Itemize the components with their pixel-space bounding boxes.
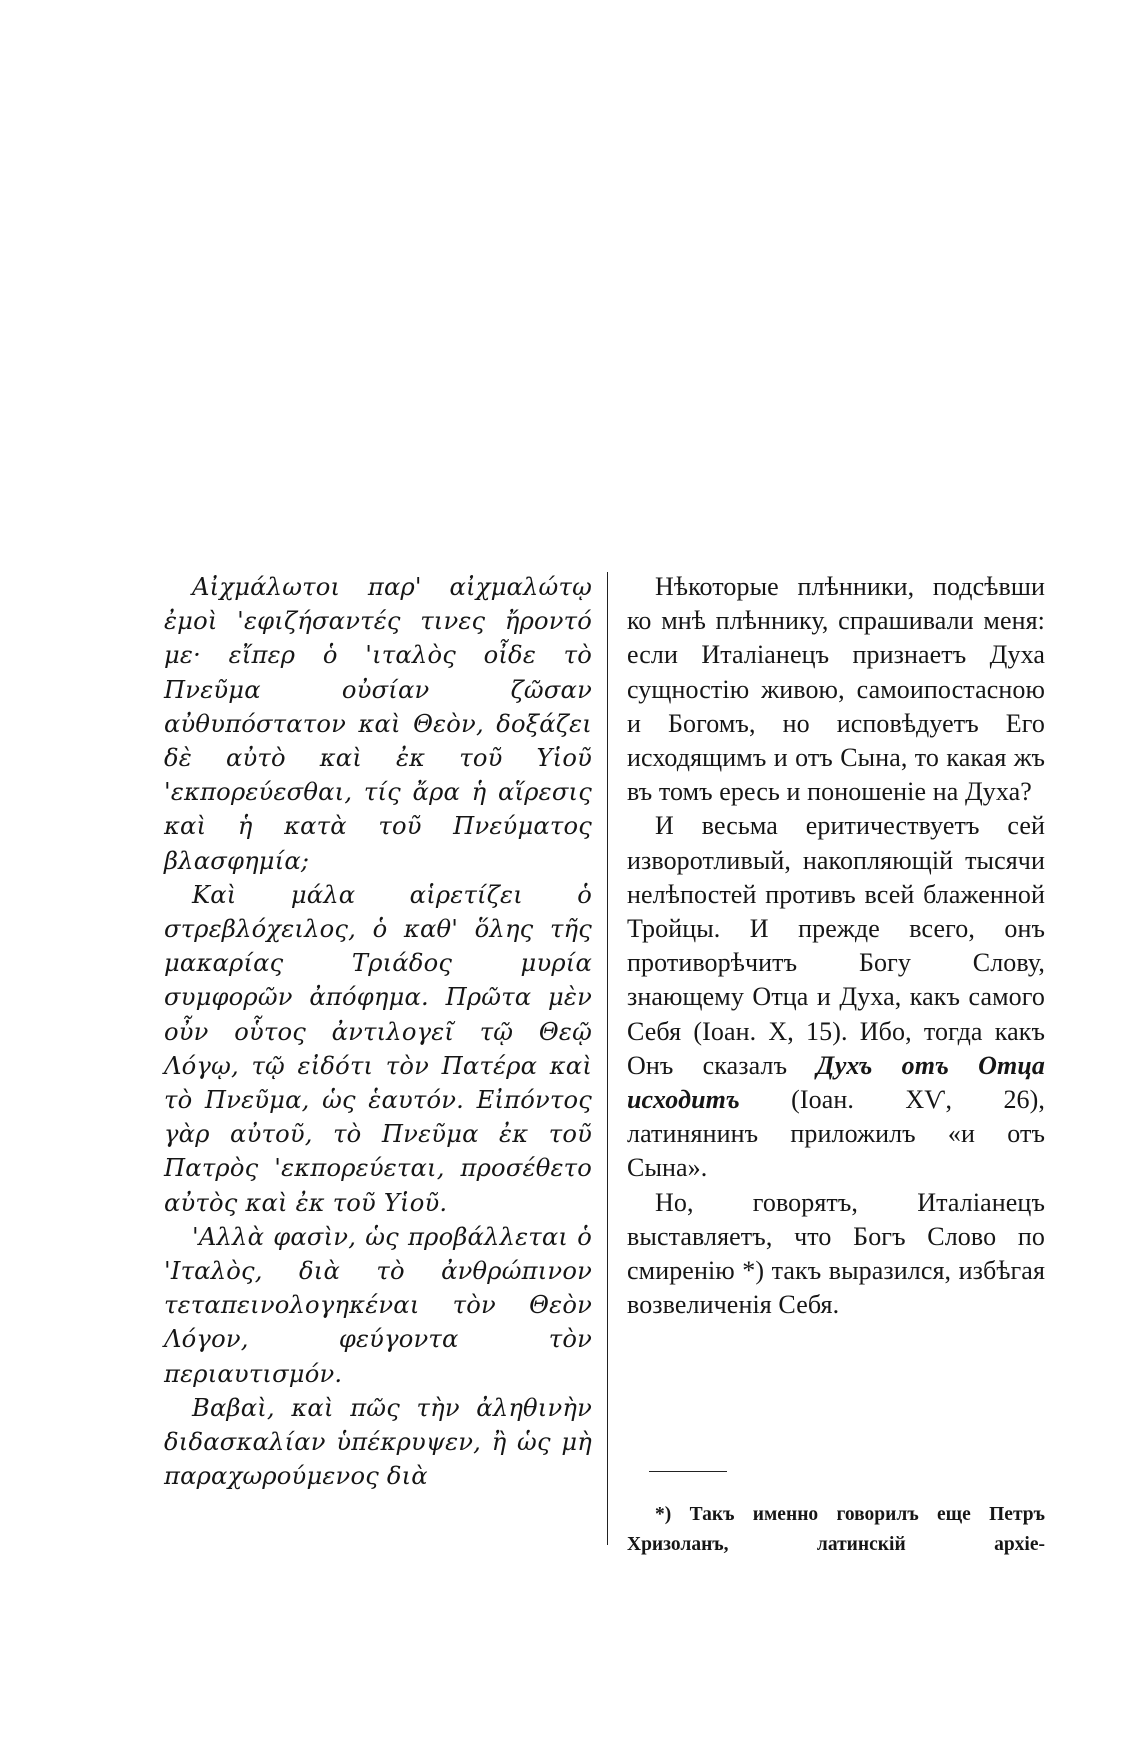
greek-paragraph-3: 'Αλλὰ φασὶν, ὡς προβάλλεται ὁ 'Ιταλὸς, διὰ τὸ ἀνθρώπινον τεταπεινολογηκέναι τὸν Θεὸν Λόγον, φεύγοντα τὸν περιαυτισμόν. xyxy=(164,1222,592,1388)
scripture-ref-number: XѴ, xyxy=(905,1085,953,1115)
footnote-mark: *) xyxy=(742,1256,765,1286)
footnote-rule xyxy=(649,1471,727,1472)
greek-paragraph-4: Βαβαὶ, καὶ πῶς τὴν ἀληθινὴν διδασκαλίαν ὑπέκρυψεν, ἢ ὡς μὴ παραχωρούμενος διὰ xyxy=(164,1393,592,1491)
russian-paragraph-2-tail: 26), латинянинъ приложилъ «и отъ Сына». xyxy=(627,1085,1045,1183)
scripture-quote: Духъ отъ Отца исходитъ xyxy=(627,1050,1045,1115)
scripture-ref-prefix: (Іоан. xyxy=(791,1085,854,1115)
column-divider xyxy=(607,572,608,1545)
greek-paragraph-2: Καὶ μάλα αἱρετίζει ὁ στρεβλόχειλος, ὁ καθ' ὅλης τῆς μακαρίας Τριάδος μυρία συμφορῶν ἀπόφημα. Πρῶτα μὲν οὖν οὗτος ἀντιλογεῖ τῷ Θεῷ Λόγῳ, τῷ εἰδότι τὸν Πατέρα καὶ τὸ Πνεῦμα, ὡς ἑαυτόν. Εἰπόντος γὰρ αὐτοῦ, τὸ Πνεῦμα ἐκ τοῦ Πατρὸς 'εκπορεύεται, προσέθετο αὐτὸς καὶ ἐκ τοῦ Υἱοῦ. xyxy=(164,880,592,1217)
russian-paragraph-2 xyxy=(627,809,1045,1185)
russian-text-column xyxy=(627,570,1045,1322)
russian-paragraph-3-text: Но, говорятъ, Италіанецъ выставляетъ, что Богъ Слово по смиренію xyxy=(627,1187,1045,1286)
russian-paragraph-3 xyxy=(627,1186,1045,1323)
russian-paragraph-3-tail: такъ выразился, избѣгая возвеличенія Себя. xyxy=(627,1256,1045,1320)
russian-paragraph-1: Нѣкоторые плѣнники, подсѣвши ко мнѣ плѣннику, спрашивали меня: если Италіанецъ признаетъ Духа сущностію живою, самоипостасною и Богомъ, но исповѣдуетъ Его исходящимъ и отъ Сына, то какая жъ въ томъ ересь и поношеніе на Духа? xyxy=(627,572,1045,807)
russian-paragraph-2-text: И весьма еритичествуетъ сей изворотливый, накопляющій тысячи нелѣпостей противъ всей блаженной Тройцы. И прежде всего, онъ противорѣчитъ Богу Слову, знающему Отца и Духа, какъ самого Себя (Іоан. X, 15). Ибо, тогда какъ Онъ сказалъ xyxy=(627,811,1045,1080)
footnote: *) Такъ именно говорилъ еще Петръ Хризоланъ, латинскій архіе- xyxy=(627,1503,1045,1555)
greek-paragraph-1: Αἰχμάλωτοι παρ' αἰχμαλώτῳ ἐμοὶ 'εφιζήσαντές τινες ἤροντό με· εἴπερ ὁ 'ιταλὸς οἶδε τὸ Πνεῦμα οὐσίαν ζῶσαν αὐθυπόστατον καὶ Θεὸν, δοξάζει δὲ αὐτὸ καὶ ἐκ τοῦ Υἱοῦ 'εκπορεύεσθαι, τίς ἄρα ἡ αἵρεσις καὶ ἡ κατὰ τοῦ Πνεύματος βλασφημία; xyxy=(164,573,592,875)
greek-text-column xyxy=(164,570,592,1493)
